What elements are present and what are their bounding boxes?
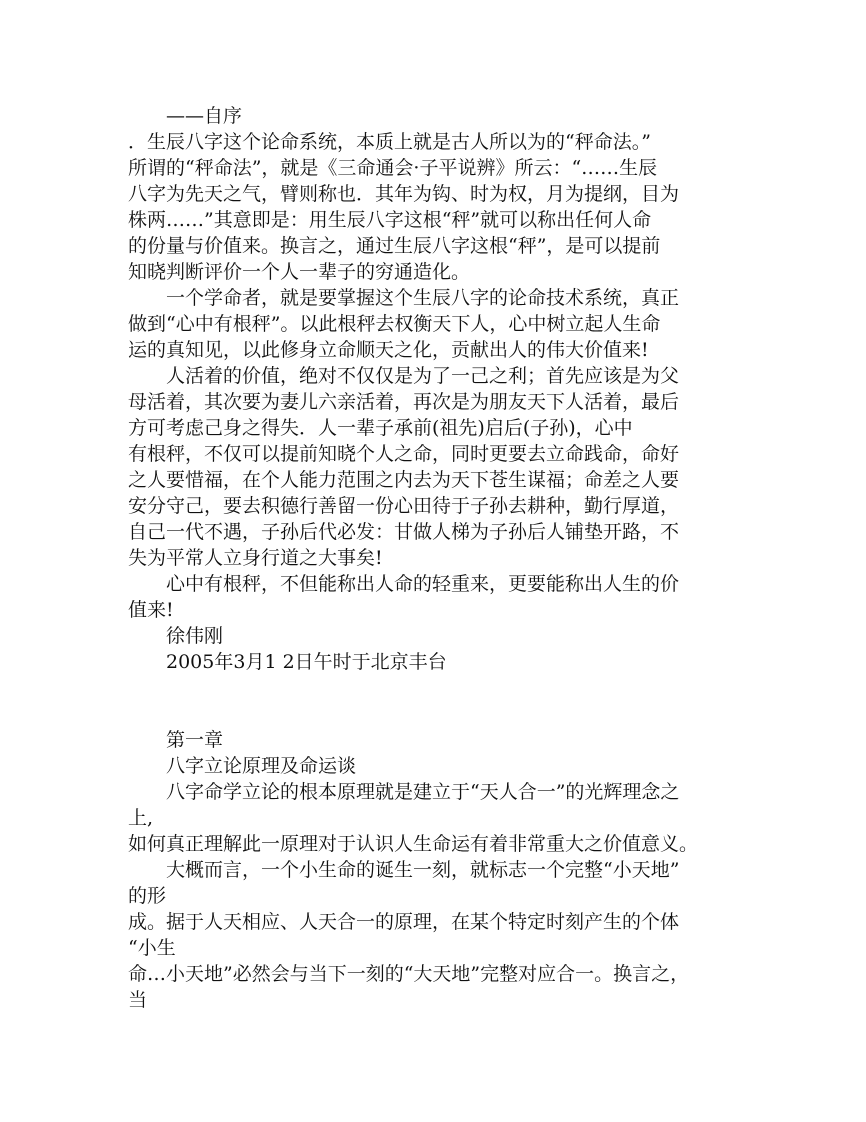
preface-date: 2005年3月1 2日午时于北京丰台 [166,651,447,673]
chapter-number: 第一章 [166,729,224,751]
text-line: 人活着的价值，绝对不仅仅是为了一己之利；首先应该是为父 [166,365,680,387]
text-line: 八字命学立论的根本原理就是建立于“天人合一”的光辉理念之 [166,781,680,803]
text-line: ．生辰八字这个论命系统，本质上就是古人所以为的“秤命法。” [128,131,651,153]
text-line: 所谓的“秤命法”，就是《三命通会·子平说辨》所云：“……生辰 [128,157,658,179]
text-line: 的份量与价值来。换言之，通过生辰八字这根“秤”，是可以提前 [128,235,661,257]
preface-heading: ——自序 [166,105,243,127]
text-line: 运的真知见，以此修身立命顺天之化，贡献出人的伟大价值来! [128,339,649,361]
text-line: 安分守己，要去积德行善留一份心田待于子孙去耕种，勤行厚道， [128,495,680,517]
chapter-title: 八字立论原理及命运谈 [166,755,357,777]
text-line: 成。据于人天相应、人天合一的原理，在某个特定时刻产生的个体 [128,911,680,933]
text-line: 心中有根秤，不但能称出人命的轻重来，更要能称出人生的价 [166,573,680,595]
text-line: 命…小天地”必然会与当下一刻的“大天地”完整对应合一。换言之， [128,963,690,985]
text-line: 值来! [128,599,174,621]
text-line: 如何真正理解此一原理对于认识人生命运有着非常重大之价值意义。 [128,833,699,855]
text-line: 株两……”其意即是：用生辰八字这根“秤”就可以称出任何人命 [128,209,652,231]
text-line: 之人要惜福，在个人能力范围之内去为天下苍生谋福；命差之人要 [128,469,680,491]
text-line: 做到“心中有根秤”。以此根秤去权衡天下人，心中树立起人生命 [128,313,661,335]
text-line: 的形 [128,885,167,907]
text-line: 当 [128,989,148,1011]
preface-author: 徐伟刚 [166,625,224,647]
text-line: 上, [128,807,154,829]
text-line: 大概而言，一个小生命的诞生一刻，就标志一个完整“小天地” [166,859,680,881]
text-line: 一个学命者，就是要掌握这个生辰八字的论命技术系统，真正 [166,287,680,309]
text-line: 有根秤，不仅可以提前知晓个人之命，同时更要去立命践命，命好 [128,443,680,465]
text-line: 自己一代不遇，子孙后代必发：甘做人梯为子孙后人铺垫开路，不 [128,521,680,543]
text-line: 方可考虑己身之得失．人一辈子承前(祖先)启后(子孙)，心中 [128,417,633,439]
text-line: 知晓判断评价一个人一辈子的穷通造化。 [128,261,471,283]
text-line: “小生 [128,937,176,959]
text-line: 八字为先天之气，臂则称也．其年为钩、时为权，月为提纲，目为 [128,183,680,205]
text-line: 失为平常人立身行道之大事矣! [128,547,383,569]
text-line: 母活着，其次要为妻儿六亲活着，再次是为朋友天下人活着，最后 [128,391,680,413]
